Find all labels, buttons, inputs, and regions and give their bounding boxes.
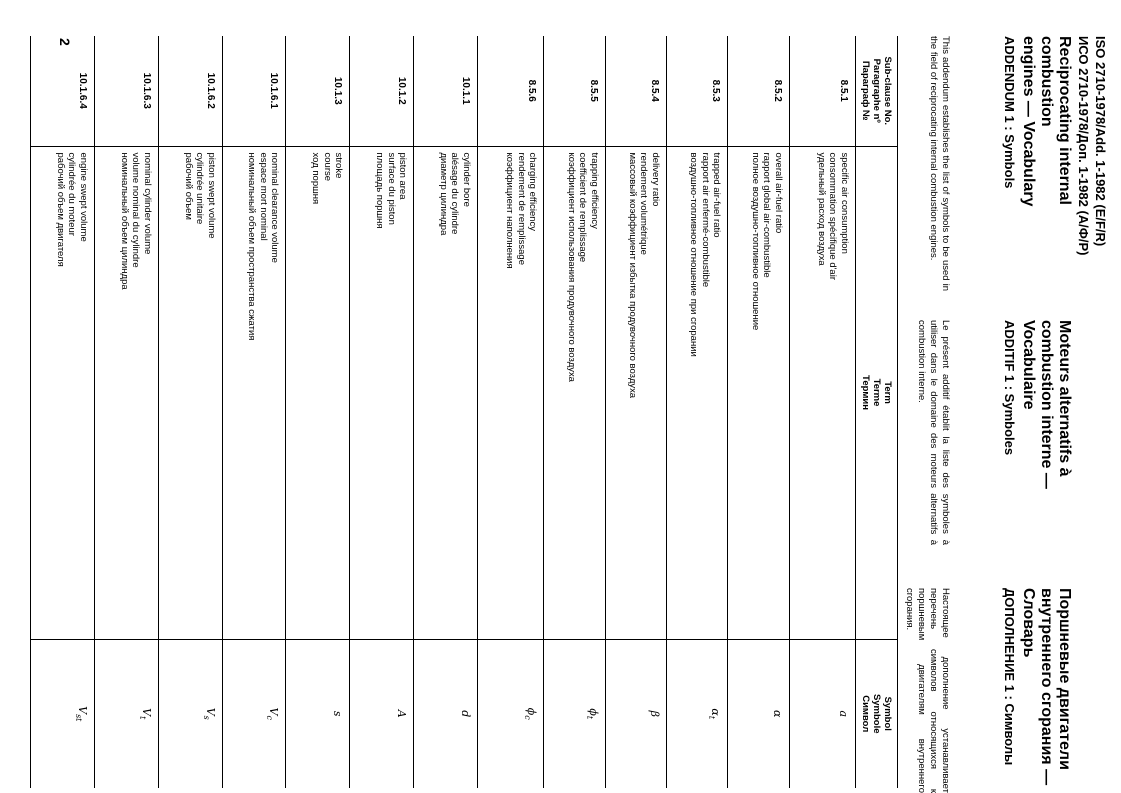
term-fr: rapport global air-combustible (761, 152, 773, 278)
term-cell (667, 146, 728, 639)
term-ru: рабочий объем двигателя (54, 152, 66, 267)
russian-title-block (1002, 588, 1073, 793)
french-title-line: combustion interne — (1038, 320, 1055, 489)
symbol-subscript: t (584, 715, 594, 720)
symbol: d (459, 710, 472, 718)
term-ru: ход поршня (310, 152, 322, 205)
french-title-line: Vocabulaire (1020, 320, 1037, 410)
table-row (222, 36, 286, 788)
term-en: delivery ratio (650, 152, 661, 207)
term-cell (286, 146, 350, 639)
term-en: nominal clearance volume (269, 152, 281, 263)
term-fr: surface du piston (385, 152, 397, 225)
russian-title-line: внутреннего сгорания — (1038, 588, 1055, 786)
table-row (478, 36, 544, 788)
term-ru: воздушно-топливное отношение при сгорании (688, 152, 700, 357)
table-header-row (856, 36, 898, 788)
symbol-cell (222, 639, 286, 788)
term-fr: alésage du cylindre (449, 152, 461, 235)
subclause-number: 8.5.3 (667, 36, 728, 146)
term-cell (350, 146, 414, 639)
french-title-block (1002, 320, 1073, 545)
symbol-subscript: s (201, 715, 211, 720)
term-cell (31, 146, 95, 639)
symbol-cell (414, 639, 478, 788)
symbol-subscript: c (523, 715, 533, 720)
term-cell (478, 146, 544, 639)
term-cell (414, 146, 478, 639)
term-en: charging efficiency (527, 152, 539, 232)
header-line-2: ИСО 2710-1978/Доп. 1-1982 (А/Ф/Р) (1076, 36, 1091, 256)
table-row (31, 36, 95, 788)
symbol: ϕ (586, 708, 600, 716)
term-ru: номинальный объем пространства сжатия (246, 152, 258, 341)
header-line-1: ISO 2710-1978/Add. 1-1982 (E/F/R) (1093, 36, 1108, 247)
term-ru: удельный расход воздуха (816, 152, 827, 266)
subclause-number: 8.5.5 (544, 36, 605, 146)
term-ru: рабочий объем (182, 152, 194, 220)
term-ru: полное воздушно-топливное отношение (749, 152, 761, 331)
table-row (605, 36, 666, 788)
document-header (1075, 36, 1109, 255)
term-cell (158, 146, 222, 639)
term-en: trapped air-fuel ratio (711, 152, 723, 238)
term-en: trapping efficiency (588, 152, 600, 229)
symbol-subscript: t (137, 716, 147, 720)
term-ru: диаметр цилиндра (438, 152, 449, 236)
symbol-cell (94, 639, 158, 788)
term-cell (222, 146, 286, 639)
term-fr: rapport air enfermé-combustible (699, 152, 711, 288)
table-row (286, 36, 350, 788)
symbol-subscript: st (73, 714, 83, 722)
term-en: nominal cylinder volume (141, 152, 153, 255)
term-ru: массовый коэффициент избытка продувочного воздуха (627, 152, 638, 399)
symbol: A (395, 709, 409, 718)
subclause-number: 10.1.6.2 (158, 36, 222, 146)
term-en: piston swept volume (205, 152, 217, 239)
english-title-block (1002, 36, 1073, 291)
table-row (94, 36, 158, 788)
russian-title-line: Словарь (1020, 588, 1037, 658)
french-title-line: Moteurs alternatifs à (1056, 320, 1073, 477)
table-row (350, 36, 414, 788)
subclause-number: 10.1.6.1 (222, 36, 286, 146)
term-ru: коэффициент использования продувочного воздуха (565, 152, 577, 382)
symbols-table (30, 36, 898, 788)
symbol-cell (350, 639, 414, 788)
subclause-number: 8.5.4 (605, 36, 666, 146)
french-title (1019, 320, 1073, 545)
symbol: V (267, 707, 281, 716)
table-row (667, 36, 728, 788)
symbol-cell (667, 639, 728, 788)
symbol: α (770, 710, 784, 718)
subclause-number: 8.5.1 (789, 36, 855, 146)
symbol: s (331, 710, 345, 717)
symbol-subscript: t (707, 715, 717, 720)
subclause-number: 10.1.3 (286, 36, 350, 146)
french-intro: Le présent additif établit la liste des symboles à utiliser dans le domaine des moteurs alternatifs à combustion interne. (916, 320, 951, 545)
subclause-number: 10.1.1 (414, 36, 478, 146)
subclause-number: 10.1.6.3 (94, 36, 158, 146)
term-en: engine swept volume (77, 152, 89, 242)
symbol: β (648, 710, 661, 717)
symbol-cell (544, 639, 605, 788)
symbol-cell (789, 639, 855, 788)
term-cell (605, 146, 666, 639)
english-title-line: Reciprocating internal (1056, 36, 1073, 205)
subclause-number: 8.5.6 (478, 36, 544, 146)
russian-addendum: ДОПОЛНЕНИЕ 1 : Символы (1002, 588, 1017, 766)
russian-intro: Настоящее дополнение устанавливает перечень символов относящихся к поршневым двигателям внутреннего сгорания. (904, 588, 951, 793)
table-row (728, 36, 789, 788)
term-ru: площадь поршня (374, 152, 386, 229)
term-en: overall air-fuel ratio (772, 152, 784, 234)
term-fr: cylindrée unitaire (194, 152, 206, 225)
symbol: V (139, 708, 153, 717)
symbol: α (709, 708, 723, 716)
english-title (1019, 36, 1073, 291)
symbol-cell (158, 639, 222, 788)
term-cell (789, 146, 855, 639)
term-ru: номинальный объем цилиндра (118, 152, 130, 290)
symbol-cell (605, 639, 666, 788)
symbol-cell (286, 639, 350, 788)
english-title-line: combustion (1038, 36, 1055, 127)
french-addendum: ADDITIF 1 : Symboles (1002, 320, 1017, 456)
russian-title-line: Поршневые двигатели (1056, 588, 1073, 770)
term-fr: consommation spécifique d'air (827, 152, 839, 280)
term-fr: course (321, 152, 333, 182)
english-intro: This addendum establishes the list of symbols to be used in the field of reciprocating internal combustion engines. (928, 36, 951, 291)
symbol-cell (728, 639, 789, 788)
term-ru: коэффициент наполнения (504, 152, 516, 269)
english-title-line: engines — Vocabulary (1020, 36, 1037, 207)
page-number: 2 (57, 38, 73, 46)
table-row (414, 36, 478, 788)
table-row (158, 36, 222, 788)
term-fr: rendement volumétrique (638, 152, 650, 255)
term-en: specific air consumption (839, 152, 850, 254)
term-fr: volume nominal du cylindre (130, 152, 142, 268)
term-cell (94, 146, 158, 639)
symbol-cell (478, 639, 544, 788)
symbol: V (203, 707, 217, 716)
term-fr: rendement de remplissage (515, 152, 527, 265)
symbol: a (837, 710, 850, 718)
term-header: Term Terme Термин (856, 146, 898, 639)
russian-title (1019, 588, 1073, 793)
symbol-subscript: c (265, 715, 275, 720)
term-cell (728, 146, 789, 639)
term-cell (544, 146, 605, 639)
symbol-cell (31, 639, 95, 788)
subclause-number: 10.1.2 (350, 36, 414, 146)
term-en: piston area (397, 152, 409, 200)
english-addendum: ADDENDUM 1 : Symbols (1002, 36, 1017, 189)
table-row (544, 36, 605, 788)
symbol-header: Symbol Symbole Символ (860, 693, 893, 734)
subclause-number: 10.1.6.4 (31, 36, 95, 146)
subclause-header: Sub-clause No. Paragraphe nº Параграф № (856, 36, 898, 146)
term-fr: cylindrée du moteur (66, 152, 78, 236)
symbol: ϕ (525, 707, 539, 716)
table-row (789, 36, 855, 788)
subclause-number: 8.5.2 (728, 36, 789, 146)
term-fr: espace mort nominal (257, 152, 269, 241)
symbol: V (75, 706, 89, 715)
term-fr: coefficient de remplissage (577, 152, 589, 263)
term-en: stroke (333, 152, 345, 179)
term-en: cylinder bore (461, 152, 472, 207)
